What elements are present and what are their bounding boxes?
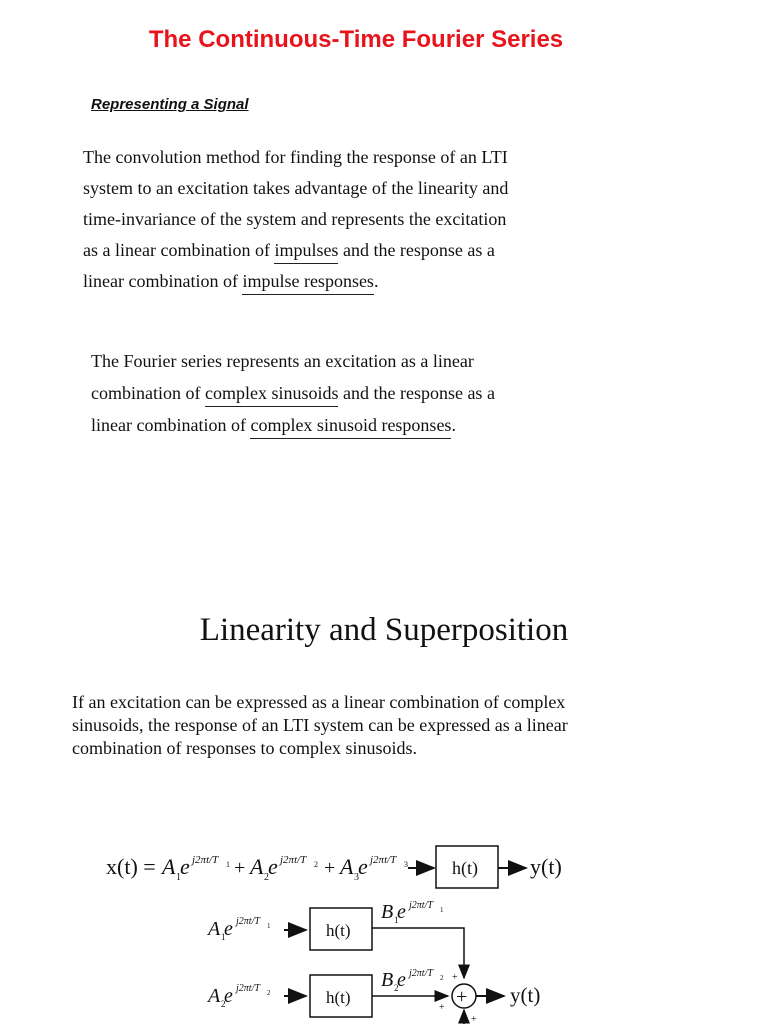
text-run: linear combination of bbox=[83, 271, 243, 291]
branch1-exponent: j2πt/T bbox=[236, 916, 260, 927]
coef-a2: A bbox=[250, 854, 264, 879]
branch2-exponent-sub: 2 bbox=[267, 989, 271, 997]
branch1-coef-sub: 1 bbox=[221, 932, 226, 942]
text-run: as a linear combination of bbox=[83, 240, 275, 260]
para1-line-4 bbox=[83, 235, 508, 266]
sum-output-label: y(t) bbox=[510, 983, 541, 1007]
underlined-term-impulse-responses: impulse responses bbox=[242, 271, 373, 295]
branch1-block-label: h(t) bbox=[326, 921, 351, 940]
branch1-out-exponent: j2πt/T bbox=[409, 900, 433, 911]
branch1-coef: A bbox=[208, 918, 221, 940]
coef-a3-sub: 3 bbox=[354, 872, 359, 883]
text-run: linear combination of bbox=[91, 415, 251, 435]
para1-line-1: The convolution method for finding the response of an LTI bbox=[83, 147, 508, 167]
exp-base-1: e bbox=[180, 854, 190, 879]
para1-line-2: system to an excitation takes advantage of the linearity and bbox=[83, 178, 509, 198]
para2-line-2 bbox=[91, 377, 495, 409]
paragraph-fourier-series bbox=[91, 345, 495, 441]
branch1-exp-base: e bbox=[224, 918, 233, 940]
exponent-1: j2πt/T bbox=[192, 854, 219, 866]
branch1-out-coef-sub: 1 bbox=[394, 915, 399, 925]
summing-junction-symbol: + bbox=[456, 986, 468, 1008]
exp-base-2: e bbox=[268, 854, 278, 879]
para2-line-3 bbox=[91, 409, 495, 441]
slide-paragraph: If an excitation can be expressed as a linear combination of complex sinusoids, the response of an LTI system can be expressed as a linear combination of responses to complex sinusoids. bbox=[72, 692, 568, 758]
branch1-out-exp-base: e bbox=[397, 901, 406, 923]
sum-sign-top: + bbox=[452, 972, 458, 983]
coef-a2-sub: 2 bbox=[264, 872, 269, 883]
exponent-3: j2πt/T bbox=[370, 854, 397, 866]
para2-line-1: The Fourier series represents an excitation as a linear bbox=[91, 351, 474, 371]
exponent-3-sub: 3 bbox=[404, 860, 408, 869]
text-run: and the response as a bbox=[338, 383, 495, 403]
branch2-out-coef: B bbox=[381, 969, 394, 991]
branch1-out-coef: B bbox=[381, 901, 394, 923]
branch1-exponent-sub: 1 bbox=[267, 922, 271, 930]
paragraph-convolution bbox=[83, 142, 508, 297]
sum-sign-left: + bbox=[439, 1002, 445, 1013]
text-run: . bbox=[451, 415, 456, 435]
coef-a1-sub: 1 bbox=[176, 872, 181, 883]
exponent-2-sub: 2 bbox=[314, 860, 318, 869]
exponent-2: j2πt/T bbox=[280, 854, 307, 866]
underlined-term-impulses: impulses bbox=[274, 240, 338, 264]
page-title: The Continuous-Time Fourier Series bbox=[148, 26, 564, 53]
underlined-term-complex-sinusoids: complex sinusoids bbox=[205, 383, 339, 407]
branch2-exponent: j2πt/T bbox=[236, 983, 260, 994]
plus-sign-2: + bbox=[324, 857, 336, 879]
branch2-coef: A bbox=[208, 985, 221, 1007]
coef-a1: A bbox=[162, 854, 176, 879]
slide-title: Linearity and Superposition bbox=[199, 612, 569, 648]
branch2-out-exponent: j2πt/T bbox=[409, 968, 433, 979]
y-of-t-label: y(t) bbox=[530, 854, 562, 879]
superposition-block-diagram bbox=[0, 830, 768, 1024]
branch2-out-exponent-sub: 2 bbox=[440, 974, 444, 982]
branch2-exp-base: e bbox=[224, 985, 233, 1007]
para1-line-5 bbox=[83, 266, 508, 297]
underlined-term-complex-sinusoid-responses: complex sinusoid responses bbox=[250, 415, 451, 439]
lti-system-label: h(t) bbox=[452, 858, 478, 878]
text-run: and the response as a bbox=[338, 240, 495, 260]
branch2-out-exp-base: e bbox=[397, 969, 406, 991]
exp-base-3: e bbox=[358, 854, 368, 879]
branch2-out-coef-sub: 2 bbox=[394, 983, 399, 993]
coef-a3: A bbox=[340, 854, 354, 879]
text-run: combination of bbox=[91, 383, 205, 403]
branch1-out-exponent-sub: 1 bbox=[440, 906, 444, 914]
sum-sign-bottom: + bbox=[471, 1014, 477, 1024]
x-of-t-label: x(t) = bbox=[106, 854, 156, 879]
exponent-1-sub: 1 bbox=[226, 860, 230, 869]
plus-sign-1: + bbox=[234, 857, 246, 879]
para1-line-3: time-invariance of the system and represents the excitation bbox=[83, 209, 507, 229]
branch2-block-label: h(t) bbox=[326, 988, 351, 1007]
branch2-coef-sub: 2 bbox=[221, 999, 226, 1009]
section-heading: Representing a Signal bbox=[91, 96, 249, 113]
text-run: . bbox=[373, 271, 379, 291]
